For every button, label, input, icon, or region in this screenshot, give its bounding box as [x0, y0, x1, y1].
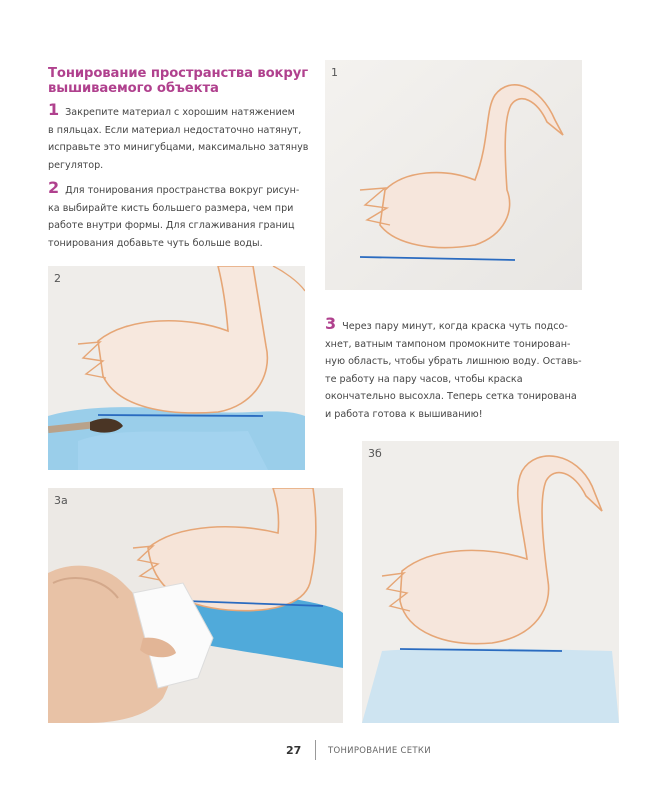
step-1: [48, 100, 318, 174]
step-3-line-4: те работу на пару часов, чтобы краска: [325, 373, 523, 385]
photo-label-2: 2: [54, 272, 61, 285]
step-2-line-1: 2 Для тонирования пространства вокруг рисун-: [48, 178, 300, 197]
swan-illustration-1: [325, 60, 582, 290]
step-3: [325, 314, 605, 423]
step-2-line-2: ка выбирайте кисть большего размера, чем при: [48, 202, 294, 214]
step-1-line-4: регулятор.: [48, 159, 104, 171]
photo-step-2: [48, 266, 305, 470]
step-2-line-3: работе внутри формы. Для сглаживания границ: [48, 220, 295, 231]
section-title: Тонирование пространства вокруг вышиваемого объекта: [48, 66, 309, 96]
swan-illustration-3b: [362, 441, 619, 723]
swan-illustration-2: [48, 266, 305, 470]
swan-illustration-3a: [48, 488, 343, 723]
photo-label-3b: 3б: [368, 447, 382, 460]
step-1-line-1: 1 Закрепите материал с хорошим натяжением: [48, 100, 295, 119]
photo-step-3b: [362, 441, 619, 723]
step-1-line-3: исправьте это минигубцами, максимально затянув: [48, 142, 309, 153]
photo-step-1: [325, 60, 582, 290]
step-3-line-3: ную область, чтобы убрать лишнюю воду. Оставь-: [325, 356, 582, 367]
page-number: 27: [286, 744, 302, 757]
footer-divider: [315, 740, 316, 760]
step-2-line-4: тонирования добавьте чуть больше воды.: [48, 237, 263, 249]
step-3-line-6: и работа готова к вышиванию!: [325, 408, 483, 420]
step-2-number: 2: [48, 178, 60, 197]
step-3-line-5: окончательно высохла. Теперь сетка тонирована: [325, 391, 577, 402]
photo-step-3a: [48, 488, 343, 723]
step-1-number: 1: [48, 100, 60, 119]
photo-label-1: 1: [331, 66, 338, 79]
photo-label-3a: 3а: [54, 494, 68, 507]
step-3-number: 3: [325, 314, 337, 333]
step-2: [48, 178, 318, 252]
step-1-line-2: в пяльцах. Если материал недостаточно натянут,: [48, 124, 302, 136]
footer-section-title: ТОНИРОВАНИЕ СЕТКИ: [328, 746, 431, 756]
page-footer: [0, 740, 646, 760]
step-3-line-1: 3 Через пару минут, когда краска чуть подсо-: [325, 314, 568, 333]
step-3-line-2: хнет, ватным тампоном промокните тонирован-: [325, 338, 571, 350]
